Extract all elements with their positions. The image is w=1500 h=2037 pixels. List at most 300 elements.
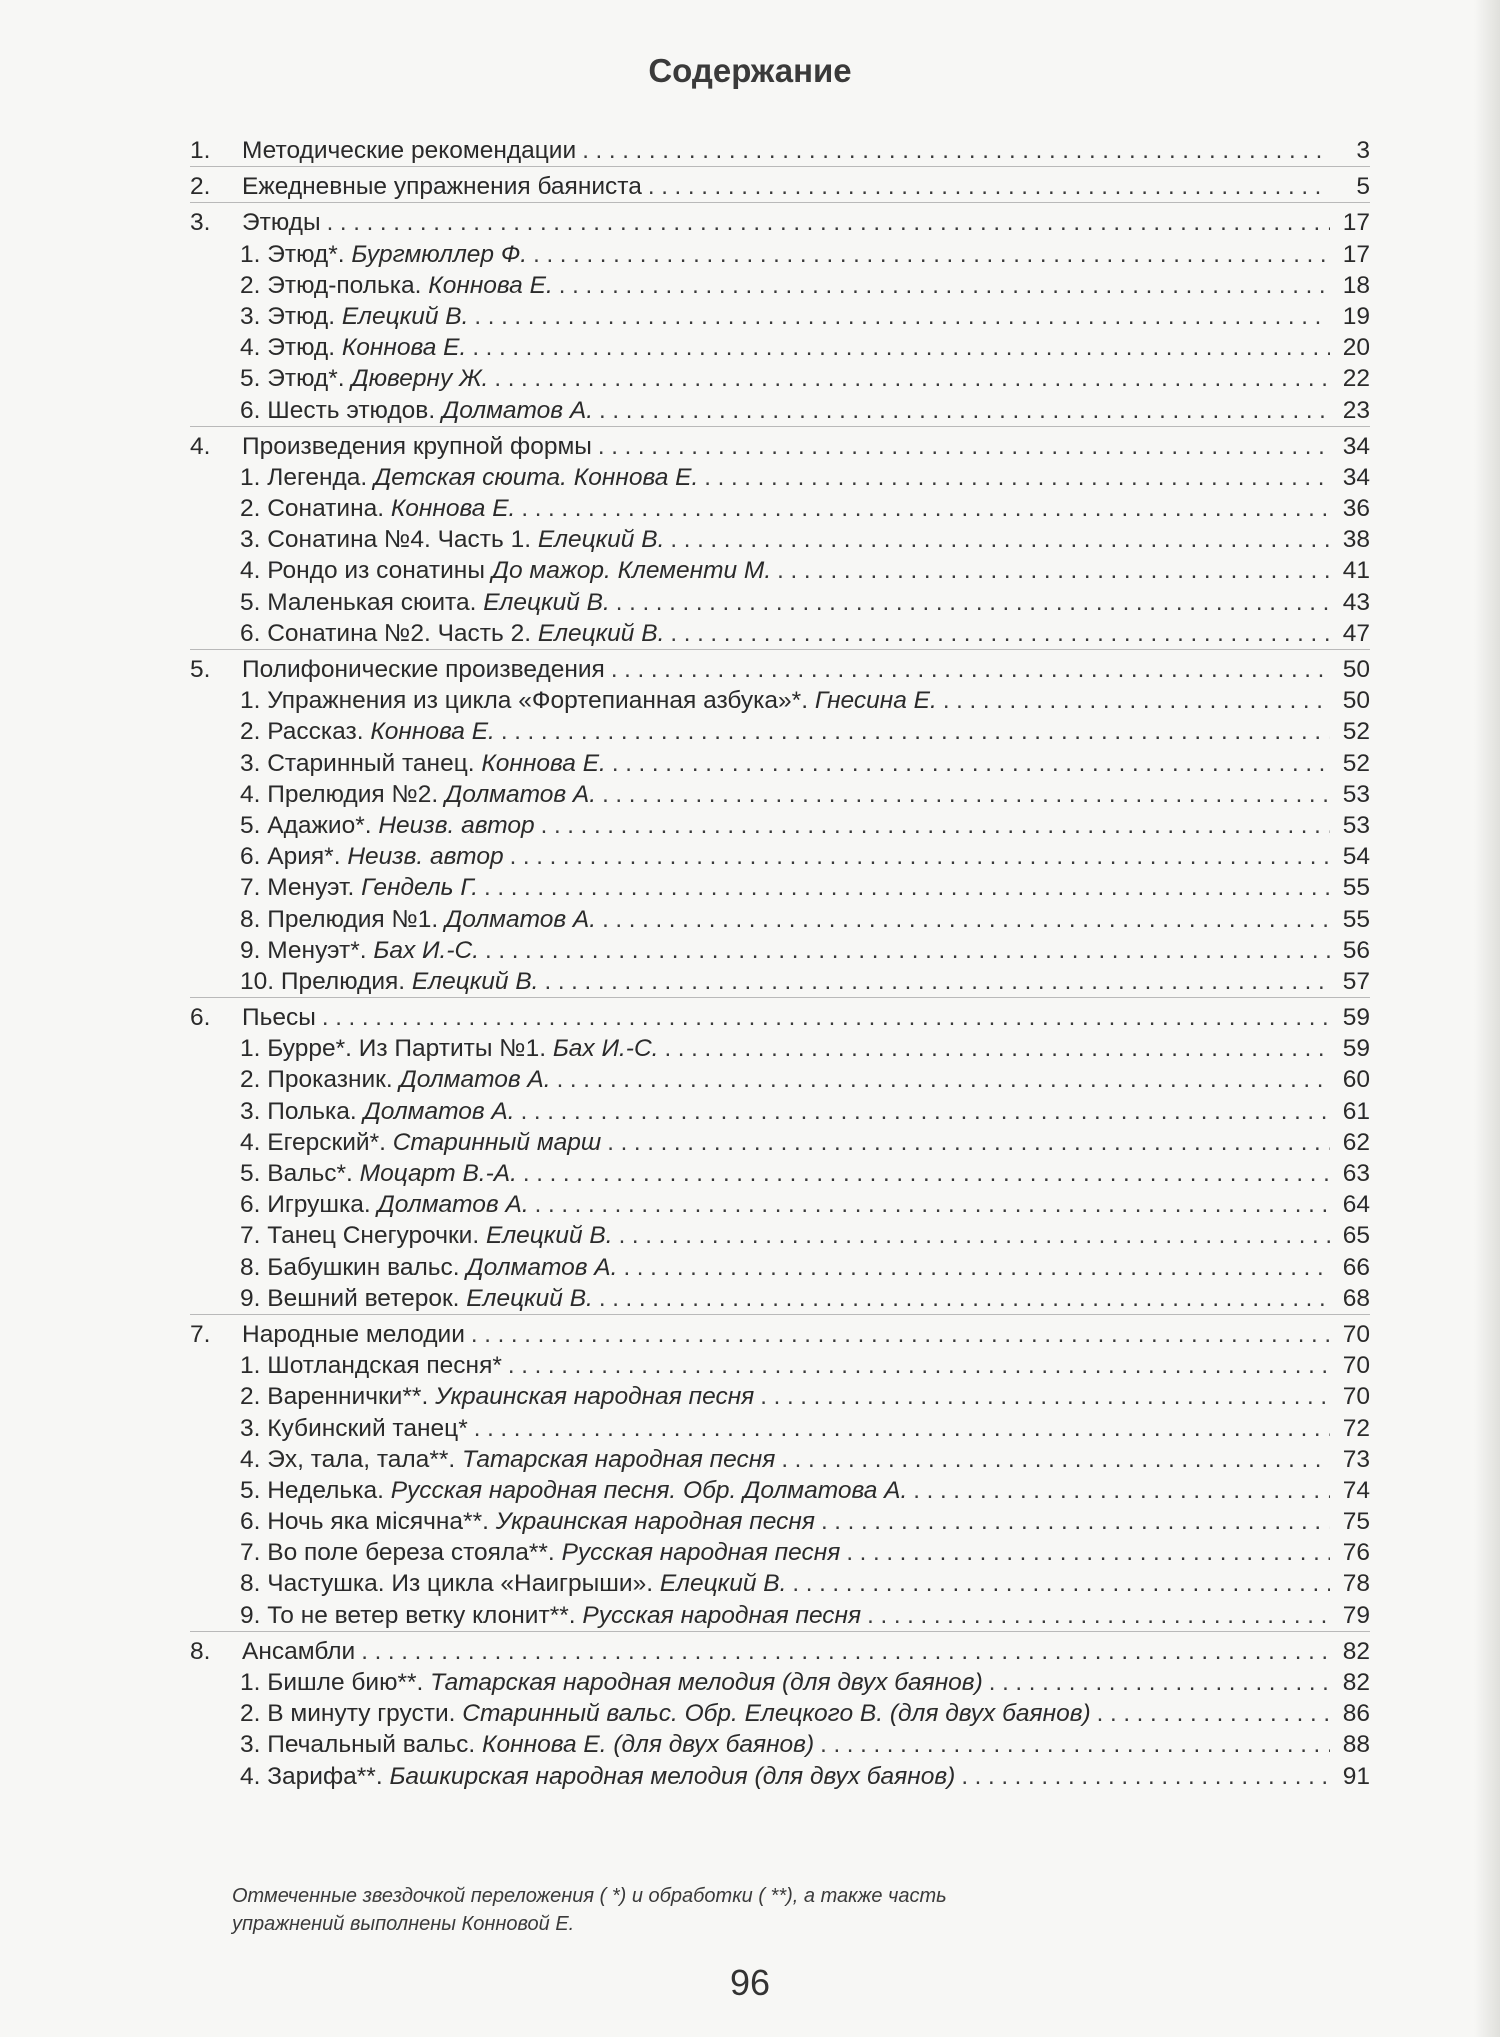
entry-title (240, 716, 495, 747)
entry-title-plain: 2. Сонатина. (240, 495, 391, 523)
dot-leader (607, 1127, 1330, 1158)
entry-title-italic: Неизв. автор (347, 843, 504, 871)
toc-section (190, 171, 1370, 203)
entry-title-plain: 2. Вареннички**. (240, 1383, 436, 1411)
toc-entry[interactable] (190, 966, 1370, 997)
entry-title (240, 904, 596, 935)
section-title: Произведения крупной формы (242, 432, 592, 460)
dot-leader (510, 841, 1330, 872)
entry-title (240, 1537, 840, 1568)
entry-title-italic: Коннова Е. (428, 271, 553, 299)
toc-entry[interactable] (190, 618, 1370, 649)
entry-title (240, 618, 664, 649)
dot-leader (777, 555, 1330, 586)
toc-section-heading[interactable] (190, 431, 1370, 462)
dot-leader (485, 935, 1330, 966)
dot-leader (1097, 1698, 1330, 1729)
entry-title (240, 1064, 551, 1095)
entry-page: 73 (1342, 1445, 1370, 1473)
toc-entry[interactable] (190, 872, 1370, 903)
section-number: 3. (190, 209, 211, 237)
entry-title-plain: 1. Этюд*. (240, 240, 352, 268)
entry-page: 55 (1342, 905, 1370, 933)
section-title: Пьесы (242, 1004, 316, 1032)
section-title: Народные мелодии (242, 1320, 465, 1348)
entry-title (240, 462, 698, 493)
toc-entry[interactable] (190, 841, 1370, 872)
entry-title-plain: 3. Старинный танец. (240, 749, 482, 777)
entry-title-plain: 2. Этюд-полька. (240, 271, 429, 299)
toc-entry[interactable] (190, 1667, 1370, 1698)
entry-title-plain: 4. Егерский*. (240, 1128, 393, 1156)
entry-title-italic: Гендель Г. (361, 874, 479, 902)
entry-title-plain: 1. Бурре*. Из Партиты №1. (240, 1035, 553, 1063)
toc-entry[interactable] (190, 779, 1370, 810)
toc-entry[interactable] (190, 1252, 1370, 1283)
section-page: 50 (1342, 656, 1370, 683)
toc-entry[interactable] (190, 1600, 1370, 1631)
entry-title (240, 1096, 515, 1127)
toc-entry[interactable] (190, 810, 1370, 841)
toc-entry[interactable] (190, 1729, 1370, 1760)
toc-entry[interactable] (190, 1381, 1370, 1412)
toc-entry[interactable] (190, 587, 1370, 618)
entry-title-italic: Елецкий В. (411, 967, 539, 995)
entry-title (240, 1189, 529, 1220)
entry-title-italic: Долматов А. (445, 905, 597, 933)
entry-title-italic: Русская народная песня. Обр. Долматова А. (390, 1476, 908, 1504)
entry-page: 54 (1342, 843, 1370, 871)
section-page: 5 (1356, 173, 1370, 201)
entry-title-plain: 3. Кубинский танец* (240, 1414, 468, 1442)
entry-title-italic: Старинный вальс. Обр. Елецкого В. (для двух баянов) (462, 1700, 1091, 1728)
dot-leader (598, 431, 1330, 462)
toc-entry[interactable] (190, 239, 1370, 270)
entry-page: 23 (1342, 396, 1370, 424)
entry-title-plain: 1. Бишле бию**. (240, 1669, 431, 1696)
section-page: 34 (1342, 432, 1370, 460)
entry-title (240, 493, 515, 524)
entry-title-italic: Татарская народная мелодия (для двух баянов) (430, 1669, 983, 1696)
entry-title-plain: 6. Игрушка. (240, 1191, 378, 1219)
section-number: 4. (190, 432, 211, 460)
entry-title-italic: Елецкий В. (537, 526, 665, 554)
toc-entry[interactable] (190, 1506, 1370, 1537)
toc-entry[interactable] (190, 1158, 1370, 1189)
dot-leader (913, 1475, 1330, 1506)
dot-leader (599, 1283, 1330, 1314)
dot-leader (327, 207, 1330, 238)
toc-entry[interactable] (190, 716, 1370, 747)
entry-title (240, 1506, 815, 1537)
entry-title-plain: 7. Менуэт. (240, 874, 362, 902)
entry-title (240, 1667, 983, 1698)
entry-page: 61 (1342, 1097, 1370, 1125)
entry-page: 57 (1342, 967, 1370, 995)
entry-page: 19 (1342, 302, 1370, 330)
dot-leader (943, 685, 1330, 716)
entry-title-italic: Моцарт В.-А. (359, 1160, 517, 1187)
toc-entry[interactable] (190, 270, 1370, 301)
entry-title-italic: Гнесина Е. (814, 687, 937, 715)
toc-entry[interactable] (190, 1413, 1370, 1444)
section-title: Ежедневные упражнения баяниста (242, 173, 642, 201)
footnote-line-2: упражнений выполнены Конновой Е. (232, 1913, 575, 1935)
toc-section-heading[interactable] (190, 171, 1370, 202)
entry-title (240, 395, 593, 426)
entry-title-plain: 8. Бабушкин вальс. (240, 1253, 467, 1281)
entry-title-italic: Русская народная песня (561, 1539, 841, 1567)
entry-page: 55 (1342, 874, 1370, 902)
dot-leader (484, 872, 1330, 903)
entry-title-italic: Долматов А. (399, 1066, 551, 1094)
entry-title-plain: 3. Полька. (240, 1097, 364, 1125)
toc-entry[interactable] (190, 1064, 1370, 1095)
dot-leader (521, 493, 1330, 524)
toc-section-heading[interactable] (190, 1002, 1370, 1033)
entry-title-italic: Дюверну Ж. (351, 365, 489, 393)
toc-section (190, 1002, 1370, 1315)
page-edge-shadow (1474, 0, 1500, 2037)
entry-title (240, 524, 664, 555)
toc-entry[interactable] (190, 1283, 1370, 1314)
dot-leader (471, 1319, 1330, 1350)
entry-title-italic: Бургмюллер Ф. (351, 240, 528, 268)
entry-title (240, 935, 479, 966)
dot-leader (961, 1761, 1330, 1792)
dot-leader (670, 524, 1330, 555)
entry-title-plain: 4. Прелюдия №2. (240, 780, 445, 808)
dot-leader (535, 1189, 1330, 1220)
entry-title (240, 685, 937, 716)
dot-leader (582, 135, 1330, 166)
entry-title-italic: Татарская народная песня (462, 1445, 776, 1473)
entry-title-italic: Украинская народная песня (435, 1383, 755, 1411)
entry-page: 60 (1342, 1066, 1370, 1094)
section-page: 70 (1342, 1320, 1370, 1348)
entry-page: 47 (1342, 619, 1370, 647)
entry-title-plain: 3. Этюд. (240, 302, 342, 330)
entry-title-italic: Долматов А. (466, 1253, 618, 1281)
entry-title (240, 1127, 601, 1158)
toc-entry[interactable] (190, 1568, 1370, 1599)
entry-page: 34 (1342, 463, 1370, 491)
entry-page: 52 (1342, 718, 1370, 746)
entry-title (240, 587, 610, 618)
entry-page: 22 (1342, 365, 1370, 393)
entry-title (240, 363, 488, 394)
entry-page: 20 (1342, 334, 1370, 362)
entry-title-plain: 2. В минуту грусти. (240, 1700, 463, 1728)
entry-title-plain: 3. Печальный вальс. (240, 1731, 483, 1759)
entry-page: 91 (1342, 1762, 1370, 1790)
toc-entry[interactable] (190, 363, 1370, 394)
entry-title-italic: Коннова Е. (для двух баянов) (482, 1731, 815, 1759)
dot-leader (612, 748, 1330, 779)
toc-entry[interactable] (190, 1220, 1370, 1251)
entry-title-plain: 8. Частушка. Из цикла «Наигрыши». (240, 1570, 660, 1598)
dot-leader (322, 1002, 1330, 1033)
entry-title-plain: 1. Упражнения из цикла «Фортепианная азбука»*. (240, 687, 815, 715)
section-number: 6. (190, 1004, 211, 1032)
entry-title (240, 1729, 814, 1760)
entry-page: 43 (1342, 588, 1370, 616)
toc-entry[interactable] (190, 1698, 1370, 1729)
entry-title-italic: Украинская народная песня (495, 1508, 815, 1536)
section-number: 8. (190, 1637, 211, 1665)
entry-page: 64 (1342, 1191, 1370, 1219)
section-page: 3 (1356, 137, 1370, 164)
dot-leader (545, 966, 1331, 997)
entry-title-plain: 4. Эх, тала, тала**. (240, 1445, 462, 1473)
entry-title (240, 1698, 1091, 1729)
dot-leader (664, 1033, 1330, 1064)
dot-leader (533, 239, 1330, 270)
entry-title-italic: Старинный марш (392, 1128, 602, 1156)
entry-title-italic: До мажор. Клементи М. (491, 557, 772, 585)
section-page: 17 (1342, 209, 1370, 237)
entry-page: 38 (1342, 526, 1370, 554)
entry-title-plain: 6. Ночь яка місячна**. (240, 1508, 496, 1536)
dot-leader (557, 1064, 1330, 1095)
section-number: 2. (190, 173, 211, 201)
page-title: Содержание (648, 52, 852, 89)
entry-title (240, 966, 539, 997)
entry-title (240, 1444, 775, 1475)
toc-entry[interactable] (190, 1350, 1370, 1381)
entry-title-plain: 1. Шотландская песня* (240, 1352, 502, 1380)
entry-title-italic: Долматов А. (377, 1191, 529, 1219)
dot-leader (602, 779, 1330, 810)
toc-section (190, 207, 1370, 426)
entry-title-italic: Башкирская народная мелодия (для двух баянов) (389, 1762, 956, 1790)
entry-page: 36 (1342, 495, 1370, 523)
entry-title-plain: 2. Рассказ. (240, 718, 371, 746)
entry-title-plain: 3. Сонатина №4. Часть 1. (240, 526, 538, 554)
entry-title (240, 332, 466, 363)
dot-leader (494, 363, 1330, 394)
toc-section-heading[interactable] (190, 654, 1370, 685)
entry-title (240, 1252, 617, 1283)
dot-leader (541, 810, 1330, 841)
dot-leader (616, 587, 1330, 618)
entry-title (240, 872, 478, 903)
entry-title-italic: Неизв. автор (378, 811, 535, 839)
entry-title-italic: Елецкий В. (341, 302, 469, 330)
dot-leader (867, 1600, 1330, 1631)
entry-title-italic: Елецкий В. (537, 619, 665, 647)
section-page: 82 (1342, 1637, 1370, 1665)
dot-leader (989, 1667, 1330, 1698)
entry-title-plain: 6. Ария*. (240, 843, 348, 871)
entry-title-plain: 9. Менуэт*. (240, 936, 374, 964)
entry-page: 74 (1342, 1476, 1370, 1504)
dot-leader (521, 1096, 1330, 1127)
entry-title (240, 1475, 907, 1506)
entry-title (240, 1413, 468, 1444)
entry-page: 78 (1342, 1570, 1370, 1598)
dot-leader (648, 171, 1330, 202)
page-number: 96 (729, 1962, 771, 2003)
entry-title-plain: 4. Рондо из сонатины (240, 557, 492, 585)
entry-title-italic: Коннова Е. (481, 749, 606, 777)
dot-leader (474, 1413, 1330, 1444)
entry-title-plain: 6. Шесть этюдов. (240, 396, 442, 424)
entry-page: 75 (1342, 1508, 1370, 1536)
toc-entry[interactable] (190, 395, 1370, 426)
entry-title-plain: 9. Вешний ветерок. (240, 1284, 467, 1312)
entry-title (240, 1283, 593, 1314)
entry-title (240, 810, 535, 841)
toc-entry[interactable] (190, 524, 1370, 555)
entry-title-plain: 5. Вальс*. (240, 1160, 360, 1187)
toc-entry[interactable] (190, 493, 1370, 524)
toc-entry[interactable] (190, 1475, 1370, 1506)
entry-title-plain: 6. Сонатина №2. Часть 2. (240, 619, 538, 647)
entry-title-plain: 1. Легенда. (240, 463, 375, 491)
entry-page: 70 (1342, 1352, 1370, 1380)
entry-title (240, 1033, 658, 1064)
toc-entry[interactable] (190, 1033, 1370, 1064)
toc-section-heading[interactable] (190, 207, 1370, 238)
entry-page: 79 (1342, 1601, 1370, 1629)
section-title: Полифонические произведения (242, 656, 605, 683)
entry-title-italic: Долматов А. (441, 396, 594, 424)
entry-title-italic: Елецкий В. (466, 1284, 593, 1312)
entry-title-italic: Русская народная песня (582, 1601, 862, 1629)
entry-page: 70 (1342, 1383, 1370, 1411)
entry-title (240, 1381, 754, 1412)
entry-page: 76 (1342, 1539, 1370, 1567)
entry-title-italic: Коннова Е. (341, 334, 467, 362)
section-title: Этюды (242, 209, 321, 237)
toc-entry[interactable] (190, 904, 1370, 935)
entry-title (240, 555, 771, 586)
toc-entry[interactable] (190, 332, 1370, 363)
dot-leader (508, 1350, 1330, 1381)
toc-section (190, 431, 1370, 650)
entry-title (240, 779, 596, 810)
section-title: Методические рекомендации (242, 137, 577, 164)
entry-title-plain: 7. Танец Снегурочки. (240, 1222, 486, 1250)
entry-page: 52 (1342, 749, 1370, 777)
entry-title (240, 748, 606, 779)
entry-title-italic: Долматов А. (363, 1097, 515, 1125)
toc-entry[interactable] (190, 1761, 1370, 1792)
entry-title (240, 1350, 502, 1381)
dot-leader (611, 654, 1330, 685)
dot-leader (501, 716, 1330, 747)
entry-title (240, 239, 527, 270)
entry-page: 56 (1342, 936, 1370, 964)
toc-section (190, 1319, 1370, 1632)
toc-section (190, 654, 1370, 998)
entry-title-plain: 8. Прелюдия №1. (240, 905, 445, 933)
dot-leader (704, 462, 1330, 493)
toc-entry[interactable] (190, 301, 1370, 332)
entry-title-plain: 5. Маленькая сюита. (240, 588, 484, 616)
dot-leader (474, 301, 1330, 332)
dot-leader (670, 618, 1330, 649)
toc-entry[interactable] (190, 685, 1370, 716)
entry-title-italic: Елецкий В. (483, 588, 610, 616)
entry-title (240, 270, 553, 301)
dot-leader (623, 1252, 1330, 1283)
entry-page: 50 (1342, 687, 1370, 715)
section-number: 7. (190, 1320, 211, 1348)
footnote-line-1: Отмеченные звездочкой переложения ( *) и обработки ( **), а также часть (232, 1885, 947, 1907)
entry-page: 53 (1342, 780, 1370, 808)
entry-title-italic: Елецкий В. (659, 1570, 787, 1598)
entry-title-plain: 10. Прелюдия. (240, 967, 412, 995)
table-of-contents (190, 135, 1370, 1796)
entry-title (240, 1568, 786, 1599)
entry-page: 62 (1342, 1128, 1370, 1156)
entry-title (240, 1761, 955, 1792)
toc-entry[interactable] (190, 1096, 1370, 1127)
toc-entry[interactable] (190, 1444, 1370, 1475)
entry-title-plain: 9. То не ветер ветку клонит**. (240, 1601, 583, 1629)
toc-section (190, 1636, 1370, 1792)
entry-title-plain: 5. Адажио*. (240, 811, 379, 839)
toc-section-heading[interactable] (190, 1319, 1370, 1350)
entry-page: 86 (1342, 1700, 1370, 1728)
dot-leader (599, 395, 1330, 426)
entry-title-italic: Бах И.-С. (373, 936, 480, 964)
entry-page: 59 (1342, 1035, 1370, 1063)
entry-page: 72 (1342, 1414, 1370, 1442)
toc-entry[interactable] (190, 555, 1370, 586)
section-title: Ансамбли (242, 1637, 356, 1665)
entry-page: 82 (1342, 1669, 1370, 1696)
dot-leader (821, 1506, 1330, 1537)
toc-entry[interactable] (190, 935, 1370, 966)
dot-leader (781, 1444, 1330, 1475)
entry-page: 65 (1342, 1222, 1370, 1250)
toc-section (190, 135, 1370, 167)
entry-title (240, 841, 504, 872)
entry-page: 63 (1342, 1160, 1370, 1187)
entry-title-italic: Коннова Е. (390, 495, 516, 523)
dot-leader (523, 1158, 1330, 1189)
entry-title-plain: 7. Во поле береза стояла**. (240, 1539, 562, 1567)
entry-page: 88 (1342, 1731, 1370, 1759)
dot-leader (472, 332, 1330, 363)
entry-title-italic: Елецкий В. (485, 1222, 613, 1250)
entry-title (240, 1220, 613, 1251)
toc-entry[interactable] (190, 1127, 1370, 1158)
entry-title-italic: Долматов А. (445, 780, 597, 808)
toc-section-heading[interactable] (190, 1636, 1370, 1667)
toc-entry[interactable] (190, 1537, 1370, 1568)
entry-title-italic: Детская сюита. Коннова Е. (374, 463, 699, 491)
toc-entry[interactable] (190, 748, 1370, 779)
dot-leader (361, 1636, 1330, 1667)
entry-title (240, 1600, 861, 1631)
section-number: 5. (190, 656, 211, 683)
toc-entry[interactable] (190, 1189, 1370, 1220)
dot-leader (846, 1537, 1330, 1568)
entry-title-plain: 4. Этюд. (240, 334, 342, 362)
entry-page: 68 (1342, 1284, 1370, 1312)
dot-leader (619, 1220, 1330, 1251)
entry-page: 66 (1342, 1253, 1370, 1281)
entry-title (240, 301, 468, 332)
toc-entry[interactable] (190, 462, 1370, 493)
entry-title-plain: 5. Этюд*. (240, 365, 352, 393)
dot-leader (792, 1568, 1330, 1599)
toc-section-heading[interactable] (190, 135, 1370, 166)
